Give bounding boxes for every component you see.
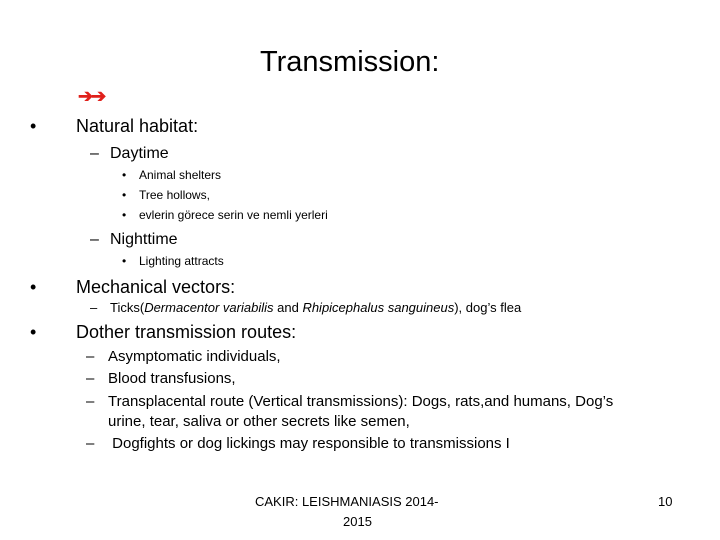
dash: – <box>90 145 99 162</box>
list-item-continuation: urine, tear, saliva or other secrets like semen, <box>108 413 410 430</box>
ticks-item <box>110 300 521 315</box>
list-item: evlerin görece serin ve nemli yerleri <box>139 208 328 222</box>
other-routes-heading: Dother transmission routes: <box>76 322 297 342</box>
list-item: Dogfights or dog lickings may responsible to transmissions I <box>108 435 510 452</box>
ticks-suffix: ), dog’s flea <box>454 300 522 315</box>
bullet: • <box>30 116 37 136</box>
dash: – <box>86 393 95 410</box>
daytime-label: Daytime <box>110 145 169 162</box>
ticks-mid: and <box>273 300 303 315</box>
bullet: • <box>30 322 37 342</box>
small-bullet: • <box>122 208 127 222</box>
small-bullet: • <box>122 188 127 202</box>
natural-habitat-heading: Natural habitat: <box>76 116 199 136</box>
nighttime-label: Nighttime <box>110 231 178 248</box>
dash: – <box>90 300 98 315</box>
ticks-prefix: Ticks( <box>110 300 145 315</box>
mechanical-vectors-heading: Mechanical vectors: <box>76 277 236 297</box>
dash: – <box>86 370 95 387</box>
page-number: 10 <box>658 494 673 509</box>
list-item: Tree hollows, <box>139 188 210 202</box>
list-item: Animal shelters <box>139 168 222 182</box>
dash: – <box>86 348 95 365</box>
dash: – <box>90 231 99 248</box>
small-bullet: • <box>122 254 127 268</box>
list-item: Lighting attracts <box>139 254 224 268</box>
list-item: Transplacental route (Vertical transmissions): Dogs, rats,and humans, Dog’s <box>108 393 614 410</box>
bullet: • <box>30 277 37 297</box>
species-name: Rhipicephalus sanguineus <box>302 300 455 315</box>
list-item: Blood transfusions, <box>108 370 236 387</box>
small-bullet: • <box>122 168 127 182</box>
slide: Transmission: ➔➔ • Natural habitat: – Daytime • Animal shelters • Tree hollows, • evlerin görece serin ve nemli yerleri – Nighttime • Lighting attracts • Mechanical vectors: – Ticks(Dermacentor variabilis and Rhipicephalus sanguineus), dog’s flea • Dother transmission routes: – Asymptomatic individuals, – Blood transfusions, – Transplacental route (Vertical transmissions): Dogs, rats,and humans, Dog’s urine, tear, saliva or other secrets like semen, – Dogfights or dog lickings may responsible to transmissions I CAKIR: LEISHMANIASIS 2014- 2015 10 <box>0 0 720 540</box>
species-name: Dermacentor variabilis <box>144 300 274 315</box>
list-item: Asymptomatic individuals, <box>108 348 281 365</box>
dash: – <box>86 435 95 452</box>
footer-line-1: CAKIR: LEISHMANIASIS 2014- <box>255 494 439 509</box>
footer-line-2: 2015 <box>343 514 372 529</box>
red-arrows-icon: ➔➔ <box>78 86 105 106</box>
footer <box>255 492 455 532</box>
